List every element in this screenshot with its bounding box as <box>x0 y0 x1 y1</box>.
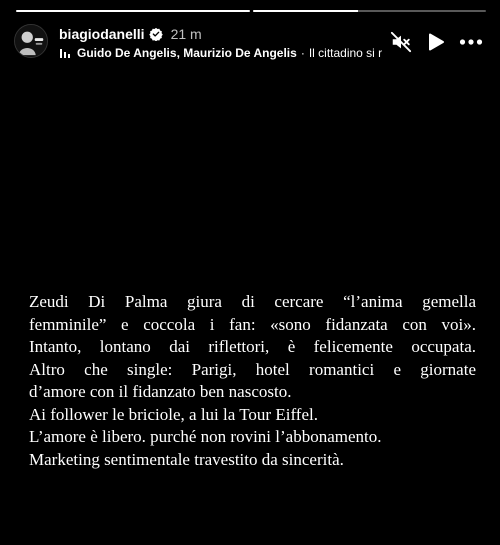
avatar[interactable] <box>14 24 48 58</box>
caption-line: Zeudi Di Palma giura di cercare “l’anima gemella <box>29 292 476 311</box>
caption-line: L’amore è libero. purché non rovini l’abbonamento. <box>29 427 382 446</box>
play-icon <box>427 32 445 52</box>
caption-line: Marketing sentimentale travestito da sincerità. <box>29 449 344 469</box>
progress-segment-2 <box>253 10 487 12</box>
caption-line: femminile” e coccola i fan: «sono fidanzata con voi». <box>29 314 476 334</box>
progress-segment-1 <box>16 10 250 12</box>
author-row <box>59 25 202 43</box>
more-horizontal-icon <box>459 38 483 46</box>
mute-button[interactable] <box>386 28 416 56</box>
caption-line: d’amore con il fidanzato ben nascosto. <box>29 382 292 401</box>
caption-line: Altro che single: Parigi, hotel romantici e giornate <box>29 359 476 379</box>
profile-avatar-icon <box>15 25 47 57</box>
username-link[interactable]: biagiodanelli <box>59 26 145 42</box>
caption-line: Ai follower le briciole, a lui la Tour Eiffel. <box>29 404 318 424</box>
post-time: 21 m <box>170 26 202 42</box>
music-attribution[interactable] <box>59 45 389 61</box>
story-progress-bar <box>16 10 486 13</box>
music-song-title: Il cittadino si r <box>308 46 383 60</box>
story-caption <box>29 291 476 471</box>
music-bars-icon <box>59 47 71 59</box>
progress-fill-2 <box>253 10 358 12</box>
verified-badge-icon <box>149 27 163 41</box>
caption-line: Intanto, lontano dai riflettori, è felicemente occupata. <box>29 337 476 356</box>
music-artists: Guido De Angelis, Maurizio De Angelis <box>77 46 297 60</box>
music-separator: · <box>300 46 305 60</box>
play-button[interactable] <box>421 28 451 56</box>
progress-fill-1 <box>16 10 250 12</box>
story-header <box>14 22 486 66</box>
story-controls <box>381 28 486 56</box>
speaker-muted-icon <box>390 31 412 53</box>
more-options-button[interactable] <box>456 28 486 56</box>
